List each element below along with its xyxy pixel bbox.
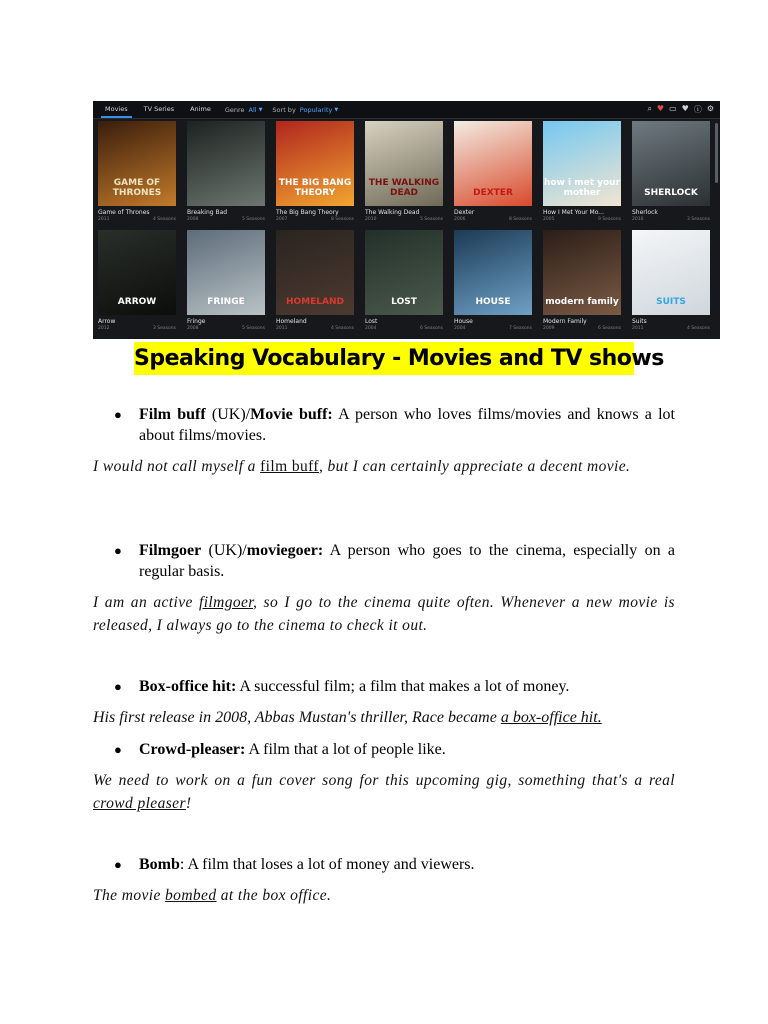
show-title: Fringe (187, 318, 206, 325)
term: Box-office hit: (139, 678, 237, 695)
show-poster[interactable] (276, 121, 354, 206)
heart-icon[interactable]: ♥ (656, 104, 665, 113)
example-keyword: filmgoer (199, 594, 254, 611)
tab-anime[interactable]: Anime (190, 105, 211, 113)
show-poster[interactable] (632, 121, 710, 206)
show-poster[interactable] (454, 121, 532, 206)
show-year: 2004 (454, 326, 466, 331)
definition: A person who goes to the cinema, especially on a regular basis. (139, 542, 675, 580)
poster-title-art: LOST (391, 296, 417, 307)
example-sentence (93, 706, 675, 729)
show-poster[interactable] (187, 230, 265, 315)
bullet: ● (114, 543, 122, 558)
poster-title-art: SHERLOCK (644, 187, 698, 198)
poster-title-art: THE WALKING DEAD (368, 178, 440, 198)
show-poster[interactable] (98, 230, 176, 315)
show-seasons: 8 Seasons (509, 217, 532, 222)
show-poster[interactable] (365, 230, 443, 315)
show-meta (632, 217, 710, 222)
bullet: ● (114, 679, 122, 694)
poster-title-art: HOMELAND (286, 296, 344, 307)
show-card[interactable] (632, 121, 710, 222)
show-year: 2009 (543, 326, 555, 331)
show-card[interactable] (276, 230, 354, 331)
show-seasons: 4 Seasons (331, 326, 354, 331)
term: Filmgoer (139, 542, 202, 559)
show-year: 2010 (632, 217, 644, 222)
show-year: 2008 (187, 217, 199, 222)
show-seasons: 4 Seasons (153, 217, 176, 222)
example-text: at the box office. (216, 887, 332, 904)
example-text: His first release in 2008, Abbas Mustan's thriller, Race became (93, 709, 501, 726)
favorite-icon[interactable]: ♥ (681, 104, 689, 113)
show-seasons: 3 Seasons (687, 217, 710, 222)
definition: : A film that loses a lot of money and viewers. (179, 856, 475, 873)
show-meta (187, 217, 265, 222)
show-grid (98, 121, 708, 331)
show-seasons: 4 Seasons (687, 326, 710, 331)
example-sentence (93, 455, 675, 478)
streaming-app-screenshot (93, 101, 720, 339)
show-seasons: 5 Seasons (420, 217, 443, 222)
term-line (93, 739, 675, 760)
vocab-entry (93, 540, 675, 637)
search-icon[interactable]: ⌕ (647, 104, 652, 113)
poster-title-art: THE BIG BANG THEORY (278, 178, 352, 198)
show-title: Dexter (454, 209, 475, 216)
show-card[interactable] (454, 230, 532, 331)
show-poster[interactable] (543, 230, 621, 315)
poster-title-art: SUITS (656, 296, 686, 307)
show-title: The Big Bang Theory (276, 209, 339, 216)
show-year: 2012 (98, 326, 110, 331)
tab-tv-series[interactable]: TV Series (143, 105, 175, 113)
tab-movies[interactable]: Movies (101, 101, 132, 118)
bullet: ● (114, 407, 122, 422)
term-alt: moviegoer: (246, 542, 324, 559)
show-card[interactable] (365, 121, 443, 222)
term-line (93, 540, 675, 582)
show-meta (365, 217, 443, 222)
scrollbar[interactable] (715, 123, 718, 183)
example-keyword: a box-office hit. (500, 709, 602, 726)
show-meta (543, 217, 621, 222)
show-poster[interactable] (543, 121, 621, 206)
poster-title-art: FRINGE (207, 296, 245, 307)
show-title: Sherlock (632, 209, 658, 216)
term-rest: (UK)/ (205, 406, 251, 423)
show-seasons: 5 Seasons (242, 326, 265, 331)
show-card[interactable] (543, 230, 621, 331)
vocab-entry (93, 854, 675, 907)
app-nav-bar (93, 101, 720, 119)
show-seasons: 6 Seasons (420, 326, 443, 331)
sort-select[interactable]: Popularity (299, 105, 333, 114)
definition: A person who loves films/movies and knows a lot about films/movies. (139, 406, 675, 444)
poster-title-art: modern family (545, 296, 619, 307)
show-card[interactable] (454, 121, 532, 222)
vocab-entry (93, 404, 675, 478)
show-poster[interactable] (276, 230, 354, 315)
example-sentence (93, 591, 675, 637)
show-title: Breaking Bad (187, 209, 228, 216)
sort-label: Sort by (272, 105, 296, 114)
show-title: Suits (632, 318, 647, 325)
info-icon[interactable]: ⓘ (693, 105, 702, 114)
chevron-down-icon: ▼ (334, 106, 339, 113)
show-poster[interactable] (632, 230, 710, 315)
show-title: Arrow (98, 318, 116, 325)
show-poster[interactable] (365, 121, 443, 206)
show-year: 2005 (543, 217, 555, 222)
term-line (93, 854, 675, 875)
poster-title-art: HOUSE (475, 296, 511, 307)
page-title: Speaking Vocabulary - Movies and TV shows (134, 342, 634, 375)
show-year: 2011 (632, 326, 644, 331)
show-seasons: 7 Seasons (509, 326, 532, 331)
example-sentence (93, 769, 675, 815)
show-title: The Walking Dead (365, 209, 420, 216)
poster-title-art: how i met your mother (543, 178, 621, 198)
show-card[interactable] (187, 121, 265, 222)
term-rest: (UK)/ (201, 542, 247, 559)
show-card[interactable] (98, 230, 176, 331)
example-sentence (93, 884, 675, 907)
show-card[interactable] (98, 121, 176, 222)
show-meta (187, 326, 265, 331)
vocab-entry (93, 676, 675, 729)
show-title: Homeland (276, 318, 307, 325)
show-poster[interactable] (98, 121, 176, 206)
term-line (93, 404, 675, 446)
show-meta (276, 217, 354, 222)
example-text: ! (185, 795, 192, 812)
show-year: 2006 (454, 217, 466, 222)
poster-title-art (187, 198, 265, 206)
show-title: Game of Thrones (98, 209, 150, 216)
definition: A successful film; a film that makes a lot of money. (236, 678, 570, 695)
example-keyword: film buff (260, 458, 319, 475)
settings-icon[interactable]: ⚙ (706, 104, 714, 113)
term-line (93, 676, 675, 697)
show-card[interactable] (365, 230, 443, 331)
example-text: We need to work on a fun cover song for this upcoming gig, something that's a real (93, 772, 675, 789)
chevron-down-icon: ▼ (258, 106, 263, 113)
bullet: ● (114, 742, 122, 757)
show-poster[interactable] (187, 121, 265, 206)
term: Bomb (139, 856, 180, 873)
show-meta (632, 326, 710, 331)
term: Film buff (139, 406, 206, 423)
show-card[interactable] (276, 121, 354, 222)
bullet: ● (114, 857, 122, 872)
show-seasons: 5 Seasons (242, 217, 265, 222)
example-text: , so I go to the cinema quite often. Whenever a new movie is released, I always go to the cinema to check it out. (93, 594, 675, 634)
vocab-entry (93, 739, 675, 815)
show-year: 2008 (187, 326, 199, 331)
show-poster[interactable] (454, 230, 532, 315)
poster-title-art: DEXTER (473, 187, 513, 198)
show-card[interactable] (632, 230, 710, 331)
show-meta (454, 326, 532, 331)
show-title: How I Met Your Mo... (543, 209, 604, 216)
show-seasons: 8 Seasons (331, 217, 354, 222)
show-year: 2011 (98, 217, 110, 222)
example-text: I would not call myself a (93, 458, 261, 475)
example-text: The movie (93, 887, 166, 904)
toolbar-icons (647, 104, 720, 115)
example-keyword: crowd pleaser (93, 795, 186, 812)
show-seasons: 3 Seasons (153, 326, 176, 331)
show-meta (365, 326, 443, 331)
show-title: Modern Family (543, 318, 587, 325)
example-keyword: bombed (165, 887, 217, 904)
poster-title-art: ARROW (117, 296, 157, 307)
show-year: 2007 (276, 217, 288, 222)
show-year: 2011 (276, 326, 288, 331)
show-meta (98, 217, 176, 222)
show-title: House (454, 318, 473, 325)
show-meta (543, 326, 621, 331)
show-card[interactable] (187, 230, 265, 331)
show-meta (276, 326, 354, 331)
term: Crowd-pleaser: (139, 741, 246, 758)
show-year: 2004 (365, 326, 377, 331)
term-alt: Movie buff: (250, 406, 333, 423)
monitor-icon[interactable]: ▭ (669, 104, 677, 113)
show-title: Lost (365, 318, 378, 325)
show-meta (98, 326, 176, 331)
poster-title-art: GAME OF THRONES (112, 178, 162, 198)
show-card[interactable] (543, 121, 621, 222)
genre-label: Genre (224, 105, 245, 114)
definition: A film that a lot of people like. (245, 741, 446, 758)
example-text: , but I can certainly appreciate a decent movie. (318, 458, 631, 475)
show-seasons: 9 Seasons (598, 217, 621, 222)
example-text: I am an active (93, 594, 199, 611)
show-seasons: 6 Seasons (598, 326, 621, 331)
genre-select[interactable]: All (248, 105, 257, 114)
show-year: 2010 (365, 217, 377, 222)
show-meta (454, 217, 532, 222)
